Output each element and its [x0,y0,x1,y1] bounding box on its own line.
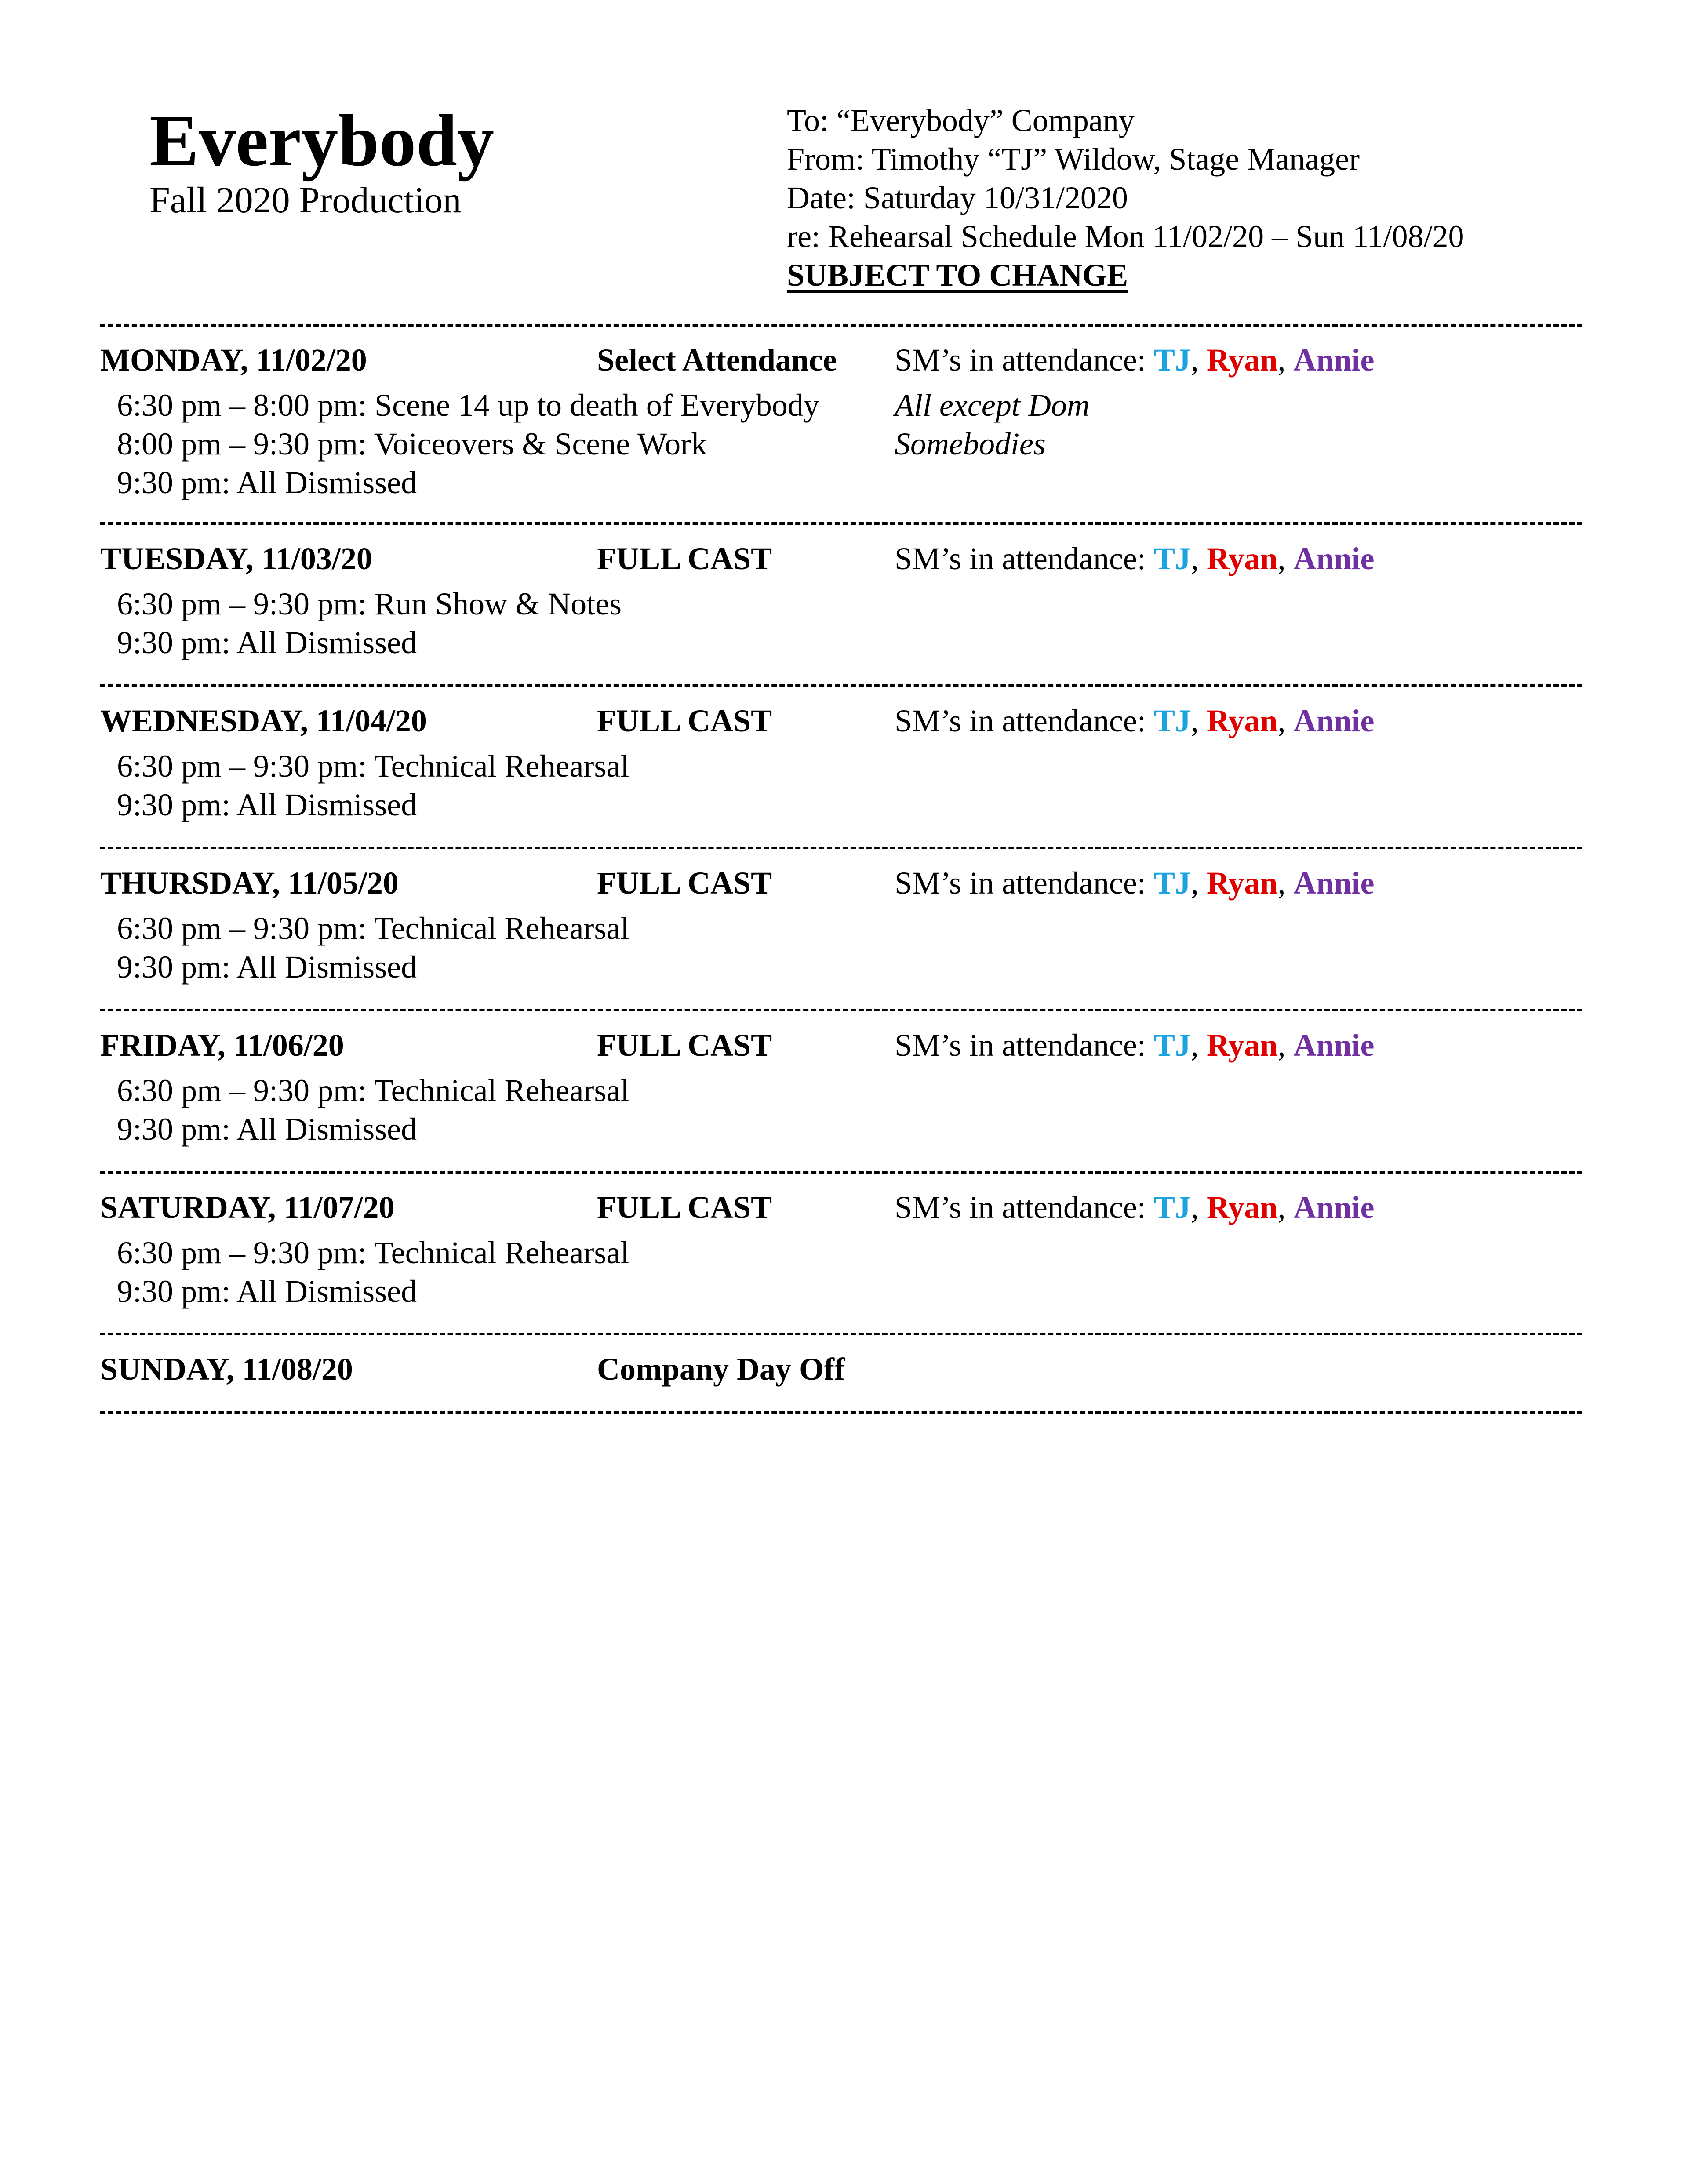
day-cast: FULL CAST [597,1190,772,1225]
sm-separator: , [1277,541,1294,576]
day-saturday [100,1188,1582,1311]
day-monday [100,340,1582,502]
schedule-item: 9:30 pm: All Dismissed [117,1274,417,1309]
sm-separator: , [1277,1190,1294,1225]
sm-separator: , [1190,1190,1207,1225]
day-cast: FULL CAST [597,703,772,738]
sm-tj: TJ [1153,865,1191,901]
day-name: FRIDAY, 11/06/20 [100,1028,344,1063]
sm-annie: Annie [1293,865,1375,901]
sm-tj: TJ [1153,541,1191,576]
day-name: WEDNESDAY, 11/04/20 [100,703,427,738]
day-name: TUESDAY, 11/03/20 [100,541,372,576]
memo-re: re: Rehearsal Schedule Mon 11/02/20 – Sun 11/08/20 [787,219,1464,254]
schedule-item: 6:30 pm – 9:30 pm: Run Show & Notes [117,586,622,621]
sm-label: SM’s in attendance: [895,703,1154,738]
schedule-item: 8:00 pm – 9:30 pm: Voiceovers & Scene Work [117,426,707,462]
schedule-item: 6:30 pm – 9:30 pm: Technical Rehearsal [117,911,629,946]
day-thursday [100,863,1582,986]
schedule-item: 6:30 pm – 8:00 pm: Scene 14 up to death of Everybody [117,388,819,423]
day-header [100,701,1582,741]
divider [100,324,1582,327]
day-cast: Select Attendance [597,342,837,378]
sm-ryan: Ryan [1206,1028,1278,1063]
schedule-items [100,1071,1582,1148]
schedule-item: 6:30 pm – 9:30 pm: Technical Rehearsal [117,1073,629,1108]
sm-attendance [895,340,1374,380]
sm-ryan: Ryan [1206,1190,1278,1225]
schedule-item: 9:30 pm: All Dismissed [117,625,417,660]
sm-tj: TJ [1153,342,1191,378]
sm-ryan: Ryan [1206,703,1278,738]
sm-label: SM’s in attendance: [895,342,1154,378]
sm-separator: , [1190,703,1207,738]
sm-label: SM’s in attendance: [895,865,1154,901]
divider [100,1411,1582,1414]
sm-ryan: Ryan [1206,865,1278,901]
day-body [100,386,1582,502]
schedule-items [100,585,1582,662]
sm-attendance [895,539,1374,578]
attendance-notes [895,386,1090,463]
schedule-item: 9:30 pm: All Dismissed [117,465,417,500]
day-cast: FULL CAST [597,865,772,901]
sm-attendance [895,1025,1374,1065]
production-title: Everybody [149,100,495,182]
schedule-items [100,386,1582,502]
day-name: MONDAY, 11/02/20 [100,342,367,378]
attendance-note: All except Dom [895,388,1090,423]
schedule-item: 9:30 pm: All Dismissed [117,949,417,985]
day-header [100,1188,1582,1227]
sm-tj: TJ [1153,703,1191,738]
memo-date: Date: Saturday 10/31/2020 [787,180,1128,215]
sm-annie: Annie [1293,342,1375,378]
sm-tj: TJ [1153,1190,1191,1225]
day-sunday [100,1349,1582,1389]
day-header [100,1349,1582,1389]
sm-attendance [895,863,1374,903]
divider [100,1333,1582,1335]
divider [100,847,1582,849]
memo-to: To: “Everybody” Company [787,103,1135,138]
day-cast: FULL CAST [597,1028,772,1063]
sm-separator: , [1277,865,1294,901]
schedule-items [100,909,1582,986]
sm-ryan: Ryan [1206,541,1278,576]
sm-separator: , [1190,541,1207,576]
day-cast: Company Day Off [597,1352,845,1387]
day-body [100,1071,1582,1148]
sm-separator: , [1277,703,1294,738]
day-name: SATURDAY, 11/07/20 [100,1190,395,1225]
day-tuesday [100,539,1582,662]
sm-attendance [895,701,1374,741]
sm-label: SM’s in attendance: [895,1028,1154,1063]
divider [100,1009,1582,1011]
sm-separator: , [1190,1028,1207,1063]
divider [100,684,1582,687]
sm-tj: TJ [1153,1028,1191,1063]
day-header [100,539,1582,578]
divider [100,522,1582,525]
memo-subject: SUBJECT TO CHANGE [787,258,1128,293]
sm-attendance [895,1188,1374,1227]
sm-annie: Annie [1293,1028,1375,1063]
day-body [100,747,1582,824]
day-body [100,585,1582,662]
day-wednesday [100,701,1582,824]
attendance-note: Somebodies [895,426,1046,462]
divider [100,1171,1582,1174]
sm-label: SM’s in attendance: [895,541,1154,576]
day-header [100,340,1582,380]
day-body [100,909,1582,986]
schedule-item: 9:30 pm: All Dismissed [117,1112,417,1147]
sm-annie: Annie [1293,1190,1375,1225]
sm-separator: , [1277,342,1294,378]
production-subtitle: Fall 2020 Production [149,180,462,221]
day-name: SUNDAY, 11/08/20 [100,1352,353,1387]
day-friday [100,1025,1582,1148]
schedule-item: 6:30 pm – 9:30 pm: Technical Rehearsal [117,1235,629,1270]
sm-label: SM’s in attendance: [895,1190,1154,1225]
day-header [100,863,1582,903]
sm-separator: , [1190,865,1207,901]
day-header [100,1025,1582,1065]
schedule-items [100,747,1582,824]
sm-annie: Annie [1293,541,1375,576]
day-cast: FULL CAST [597,541,772,576]
memo-block [787,101,1464,294]
sm-annie: Annie [1293,703,1375,738]
sm-separator: , [1277,1028,1294,1063]
schedule-items [100,1233,1582,1311]
sm-ryan: Ryan [1206,342,1278,378]
day-body [100,1233,1582,1311]
sm-separator: , [1190,342,1207,378]
memo-from: From: Timothy “TJ” Wildow, Stage Manager [787,142,1360,177]
day-name: THURSDAY, 11/05/20 [100,865,399,901]
schedule-item: 9:30 pm: All Dismissed [117,787,417,822]
schedule-item: 6:30 pm – 9:30 pm: Technical Rehearsal [117,749,629,784]
